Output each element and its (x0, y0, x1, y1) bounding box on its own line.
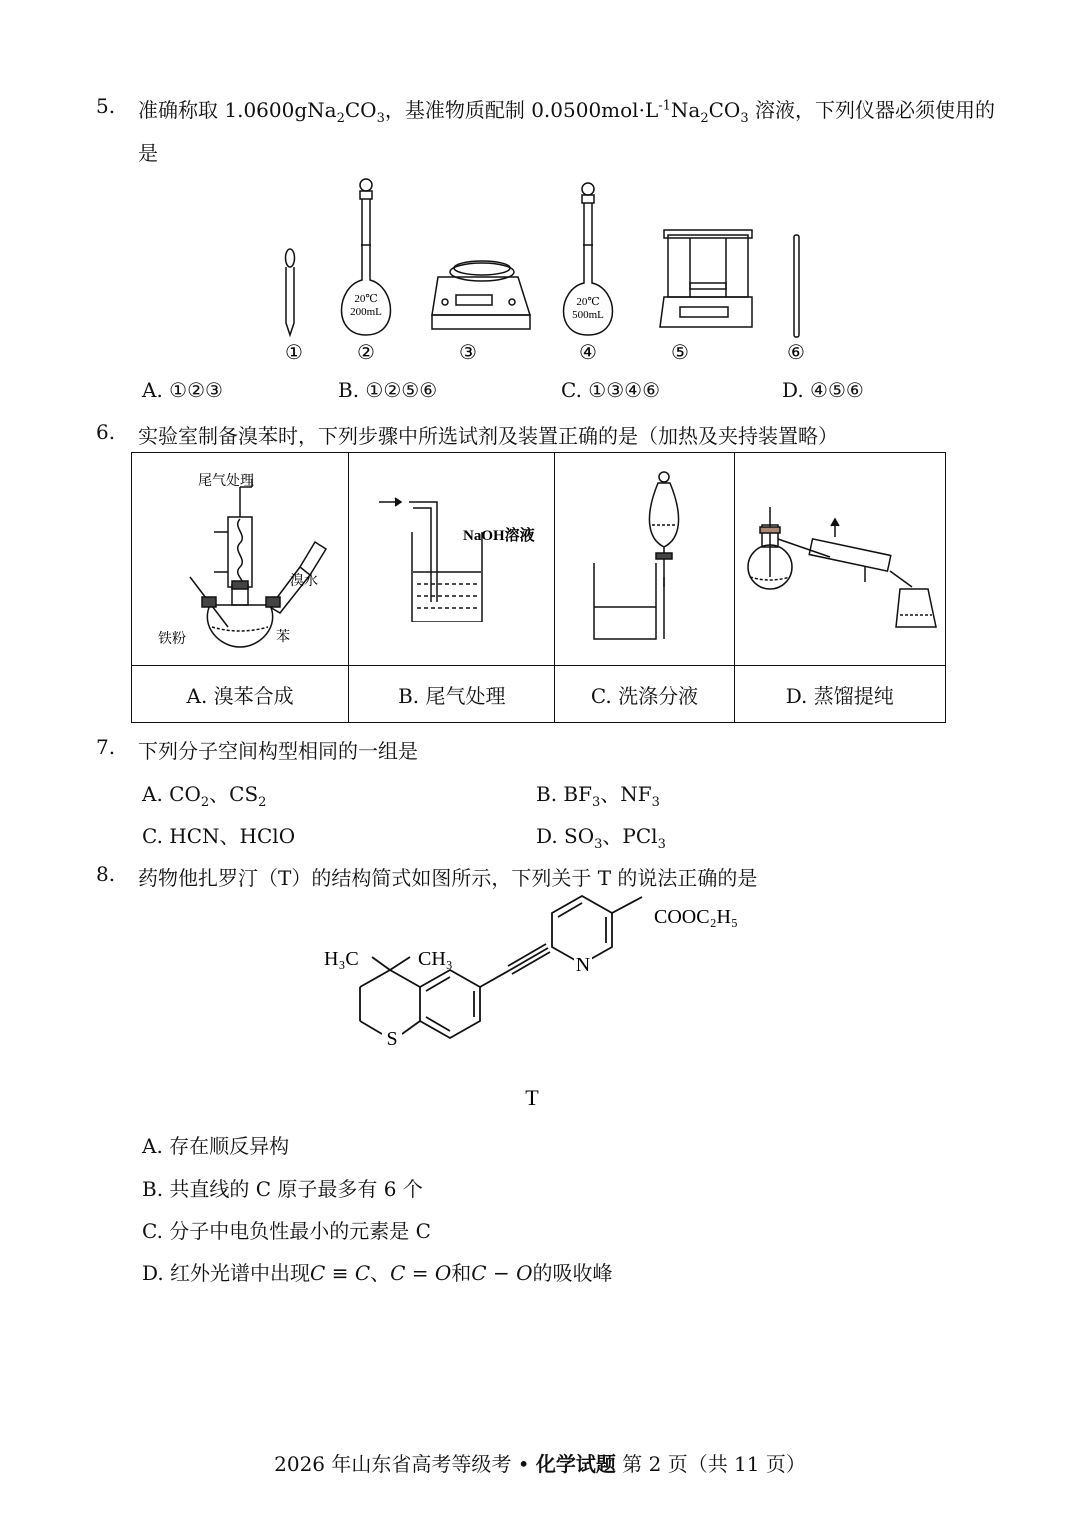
q8-option-c[interactable]: C. 分子中电负性最小的元素是 C (142, 1219, 431, 1243)
apparatus-table (131, 452, 946, 723)
ch3-label: CH₃ (418, 948, 453, 970)
question-7-number: 7. (96, 735, 116, 759)
instrument-label-2: ② (357, 342, 375, 364)
bromine-water-label: 溴水 (290, 573, 319, 589)
q7-option-b[interactable]: B. $BF_3$、$NF_3$ (536, 782, 660, 810)
diagram-c-cell (555, 453, 734, 666)
glass-rod-icon (794, 235, 799, 337)
flask2-temp: 20℃ (576, 296, 600, 308)
q5-option-d[interactable]: D. ④⑤⑥ (782, 378, 864, 402)
bromobenzene-synthesis-diagram (140, 457, 340, 657)
caption-a: A. 溴苯合成 (132, 666, 349, 723)
q7-option-a[interactable]: A. $CO_2$、$CS_2$ (142, 782, 267, 810)
flask2-volume: 500mL (572, 309, 604, 321)
h3c-label: H₃C (324, 948, 359, 970)
instrument-label-5: ⑤ (671, 342, 689, 364)
q7-option-c[interactable]: C. HCN、HClO (142, 824, 296, 848)
flask1-volume: 200mL (350, 306, 382, 318)
question-8-number: 8. (96, 862, 116, 886)
sulfur-label: S (386, 1028, 398, 1050)
caption-c: C. 洗涤分液 (555, 666, 734, 723)
caption-d: D. 蒸馏提纯 (734, 666, 945, 723)
q5-option-c[interactable]: C. ①③④⑥ (561, 378, 661, 402)
instrument-label-3: ③ (459, 342, 477, 364)
tazarotene-structure (320, 895, 770, 1115)
naoh-solution-label: NaOH溶液 (462, 527, 535, 544)
ester-label: COOC₂H₅ (654, 906, 738, 928)
question-5-number: 5. (96, 94, 116, 118)
question-5-text-line2: 是 (138, 141, 158, 165)
q5-option-b[interactable]: B. ①②⑤⑥ (338, 378, 438, 402)
question-8-text: 药物他扎罗汀（T）的结构简式如图所示，下列关于 T 的说法正确的是 (138, 866, 758, 890)
instrument-label-4: ④ (579, 342, 597, 364)
q8-option-d[interactable]: D. 红外光谱中出现C ≡ C、C = O和C − O的吸收峰 (142, 1261, 613, 1285)
caption-b: B. 尾气处理 (349, 666, 555, 723)
q8-option-b[interactable]: B. 共直线的 C 原子最多有 6 个 (142, 1177, 423, 1201)
electronic-balance-icon (432, 261, 530, 329)
dropper-icon (286, 249, 295, 335)
tail-gas-absorption-diagram (357, 492, 547, 622)
question-6-text: 实验室制备溴苯时，下列步骤中所选试剂及装置正确的是（加热及夹持装置略） (138, 424, 838, 448)
instrument-label-6: ⑥ (787, 342, 805, 364)
question-5-text: 准确称取 $1.0600gNa_2CO_3$，基准物质配制 $0.0500mol\cdot L^{-1}Na_2CO_3$ 溶液，下列仪器必须使用的 (138, 98, 995, 126)
iron-powder-label: 铁粉 (158, 631, 187, 647)
q8-option-a[interactable]: A. 存在顺反异构 (142, 1134, 290, 1158)
q7-option-d[interactable]: D. $SO_3$、PCl$_3$ (536, 824, 666, 852)
instrument-label-1: ① (285, 342, 303, 364)
question-6-number: 6. (96, 420, 116, 444)
analytical-balance-icon (660, 230, 752, 327)
page-footer: 2026 年山东省高考等级考 • 化学试题 第 2 页（共 11 页） (274, 1452, 806, 1476)
q5-option-a[interactable]: A. ①②③ (142, 378, 223, 402)
tail-gas-label: 尾气处理 (198, 473, 255, 489)
diagram-a-cell (132, 453, 349, 666)
instruments-figure (270, 175, 830, 370)
structure-caption: T (525, 1085, 539, 1110)
diagram-b-cell (349, 453, 555, 666)
benzene-label: 苯 (276, 629, 291, 645)
distillation-diagram (740, 477, 940, 637)
nitrogen-label: N (575, 954, 591, 976)
separatory-funnel-diagram (564, 467, 724, 647)
diagram-d-cell (734, 453, 945, 666)
flask1-temp: 20℃ (354, 293, 378, 305)
question-7-text: 下列分子空间构型相同的一组是 (138, 739, 418, 763)
